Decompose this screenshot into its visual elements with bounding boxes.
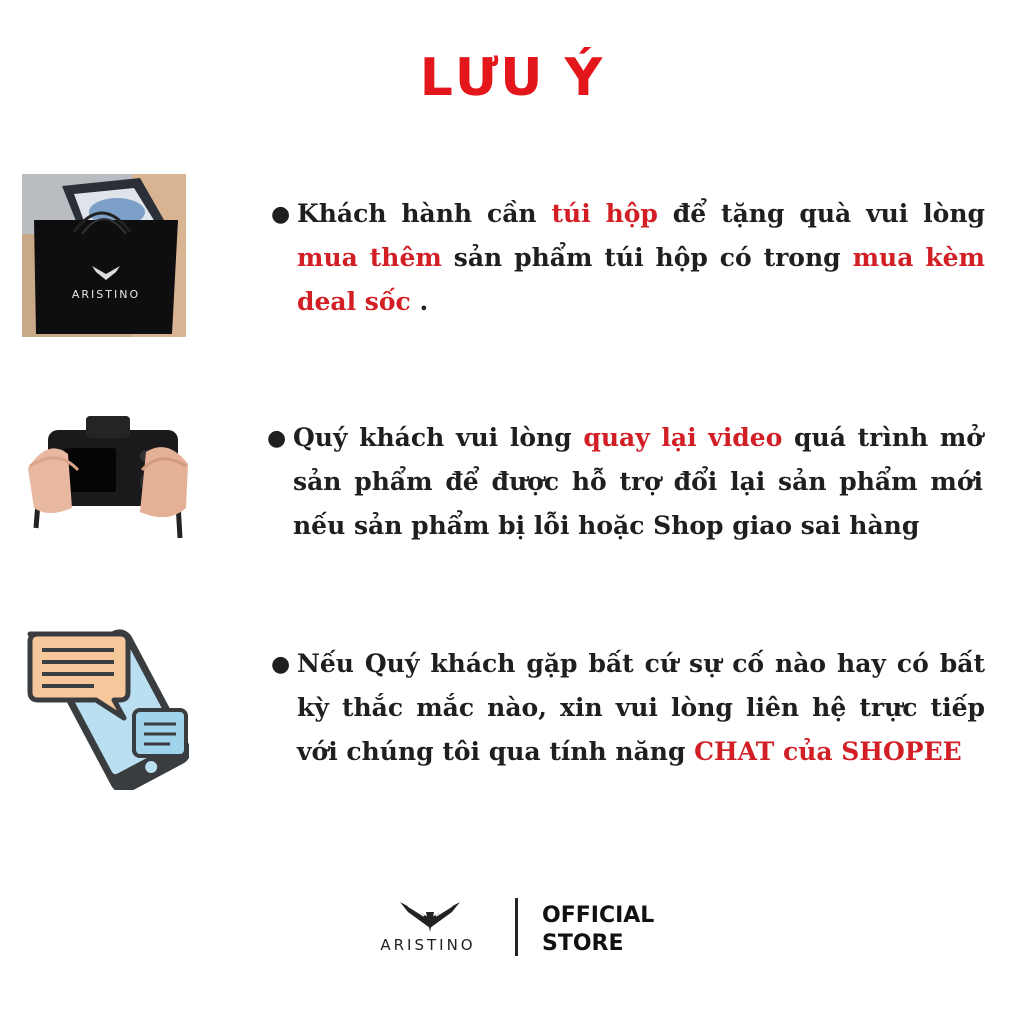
camera-image xyxy=(28,408,188,548)
bullet-icon: ● xyxy=(271,651,291,677)
official-store-label xyxy=(542,902,654,958)
note-shopee-chat: ● Nếu Quý khách gặp bất cứ sự cố nào hay có bất kỳ thắc mắc nào, xin vui lòng liên hệ trực tiếp với chúng tôi qua tính năng CHAT của SHOPEE xyxy=(297,642,985,774)
chat-phone-icon xyxy=(24,620,189,790)
note-unboxing-video: ● Quý khách vui lòng quay lại video quá trình mở sản phẩm để được hỗ trợ đổi lại sản phẩm mới nếu sản phẩm bị lỗi hoặc Shop giao sai hàng xyxy=(293,416,983,548)
bag-brand-text: ARISTINO xyxy=(71,288,141,301)
store-text: STORE xyxy=(542,931,624,956)
bullet-icon: ● xyxy=(267,425,287,451)
official-text: OFFICIAL xyxy=(542,903,655,928)
footer-divider xyxy=(515,898,518,956)
page-title: LƯU Ý xyxy=(419,48,605,108)
footer-brand-text: ARISTINO xyxy=(380,936,476,954)
aristino-logo-icon xyxy=(368,896,493,958)
shopping-bag-image xyxy=(22,174,186,337)
note-gift-bag: ● Khách hành cần túi hộp để tặng quà vui lòng mua thêm sản phẩm túi hộp có trong mua kèm deal sốc . xyxy=(297,192,985,324)
bullet-icon: ● xyxy=(271,201,291,227)
